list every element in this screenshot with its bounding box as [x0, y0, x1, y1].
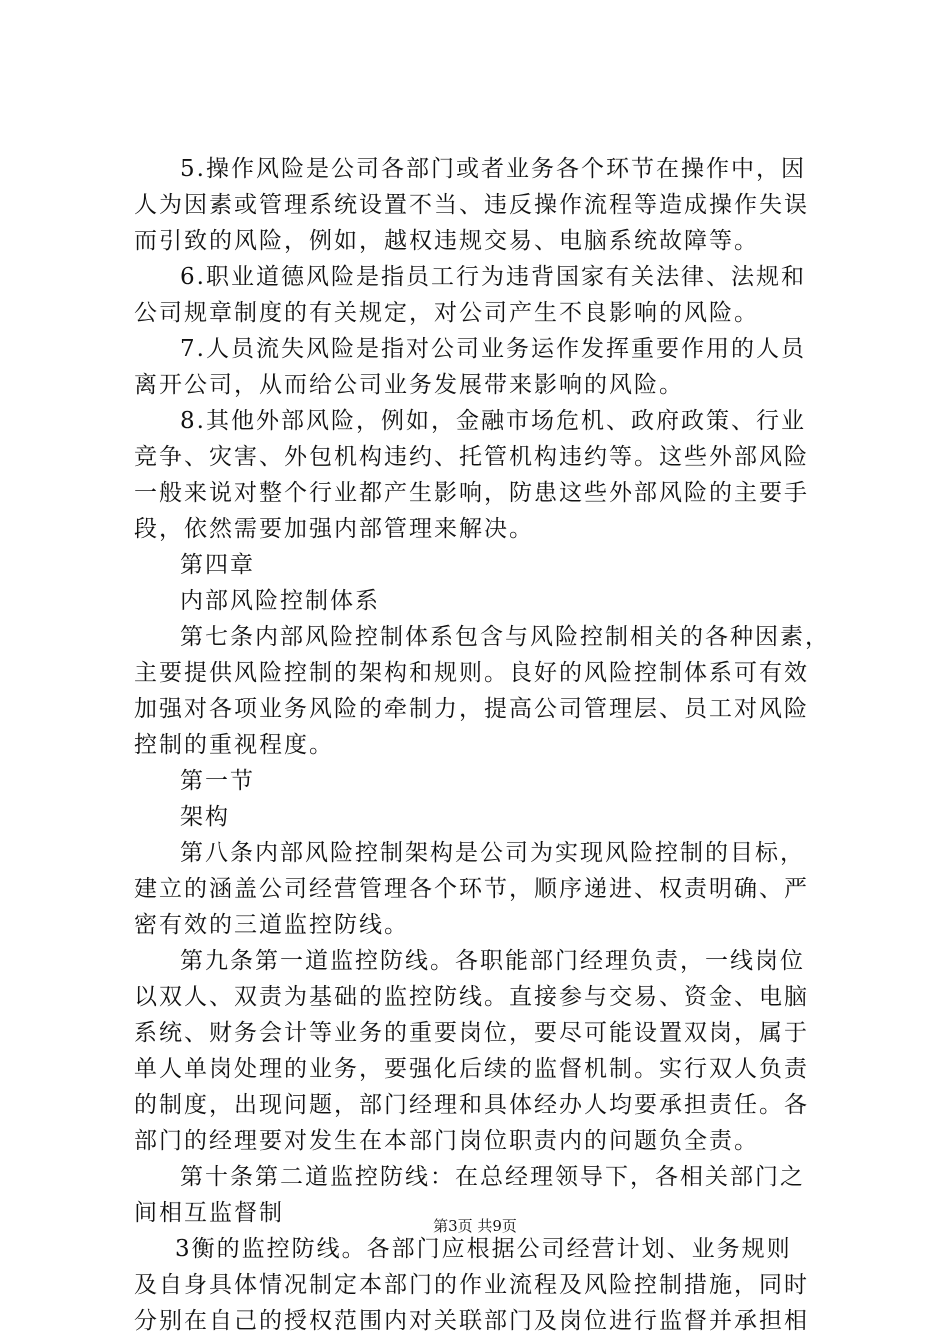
text-line: 公司规章制度的有关规定，对公司产生不良影响的风险。 [134, 300, 759, 326]
text-line: 以双人、双责为基础的监控防线。直接参与交易、资金、电脑 [134, 984, 809, 1010]
text-line: 6.职业道德风险是指员工行为违背国家有关法律、法规和 [180, 264, 806, 290]
text-line: 一般来说对整个行业都产生影响，防患这些外部风险的主要手 [134, 480, 809, 506]
text-line: 系统、财务会计等业务的重要岗位，要尽可能设置双岗，属于 [134, 1020, 809, 1046]
text-line: 8.其他外部风险，例如，金融市场危机、政府政策、行业 [180, 408, 806, 434]
text-line: 而引致的风险，例如，越权违规交易、电脑系统故障等。 [134, 228, 759, 254]
text-line: 5.操作风险是公司各部门或者业务各个环节在操作中，因 [180, 156, 806, 182]
page-footer: 第3页 共9页 [433, 1217, 517, 1235]
text-line: 第一节 [180, 768, 255, 794]
text-line: 第四章 [180, 552, 255, 578]
text-line: 分别在自己的授权范围内对关联部门及岗位进行监督并承担相 [134, 1308, 809, 1334]
text-line: 人为因素或管理系统设置不当、违反操作流程等造成操作失误 [134, 192, 809, 218]
text-line: 3衡的监控防线。各部门应根据公司经营计划、业务规则 [175, 1236, 792, 1262]
text-line: 加强对各项业务风险的牵制力，提高公司管理层、员工对风险 [134, 696, 809, 722]
text-line: 密有效的三道监控防线。 [134, 912, 409, 938]
text-line: 架构 [180, 804, 230, 830]
text-line: 段，依然需要加强内部管理来解决。 [134, 516, 534, 542]
text-line: 7.人员流失风险是指对公司业务运作发挥重要作用的人员 [180, 336, 806, 362]
text-line: 竞争、灾害、外包机构违约、托管机构违约等。这些外部风险 [134, 444, 809, 470]
text-line: 及自身具体情况制定本部门的作业流程及风险控制措施，同时 [134, 1272, 809, 1298]
document-body [134, 151, 830, 1339]
text-line: 主要提供风险控制的架构和规则。良好的风险控制体系可有效 [134, 660, 809, 686]
text-line: 内部风险控制体系 [180, 588, 380, 614]
text-line: 第九条第一道监控防线。各职能部门经理负责，一线岗位 [180, 948, 805, 974]
text-line: 单人单岗处理的业务，要强化后续的监督机制。实行双人负责 [134, 1056, 809, 1082]
text-line: 建立的涵盖公司经营管理各个环节，顺序递进、权责明确、严 [134, 876, 809, 902]
text-line: 第七条内部风险控制体系包含与风险控制相关的各种因素， [180, 624, 830, 650]
text-line: 离开公司，从而给公司业务发展带来影响的风险。 [134, 372, 684, 398]
text-line: 间相互监督制 [134, 1200, 284, 1226]
text-line: 第八条内部风险控制架构是公司为实现风险控制的目标， [180, 840, 805, 866]
text-line: 控制的重视程度。 [134, 732, 334, 758]
text-line: 第十条第二道监控防线：在总经理领导下，各相关部门之 [180, 1164, 805, 1190]
text-line: 部门的经理要对发生在本部门岗位职责内的问题负全责。 [134, 1128, 759, 1154]
text-line: 的制度，出现问题，部门经理和具体经办人均要承担责任。各 [134, 1092, 809, 1118]
